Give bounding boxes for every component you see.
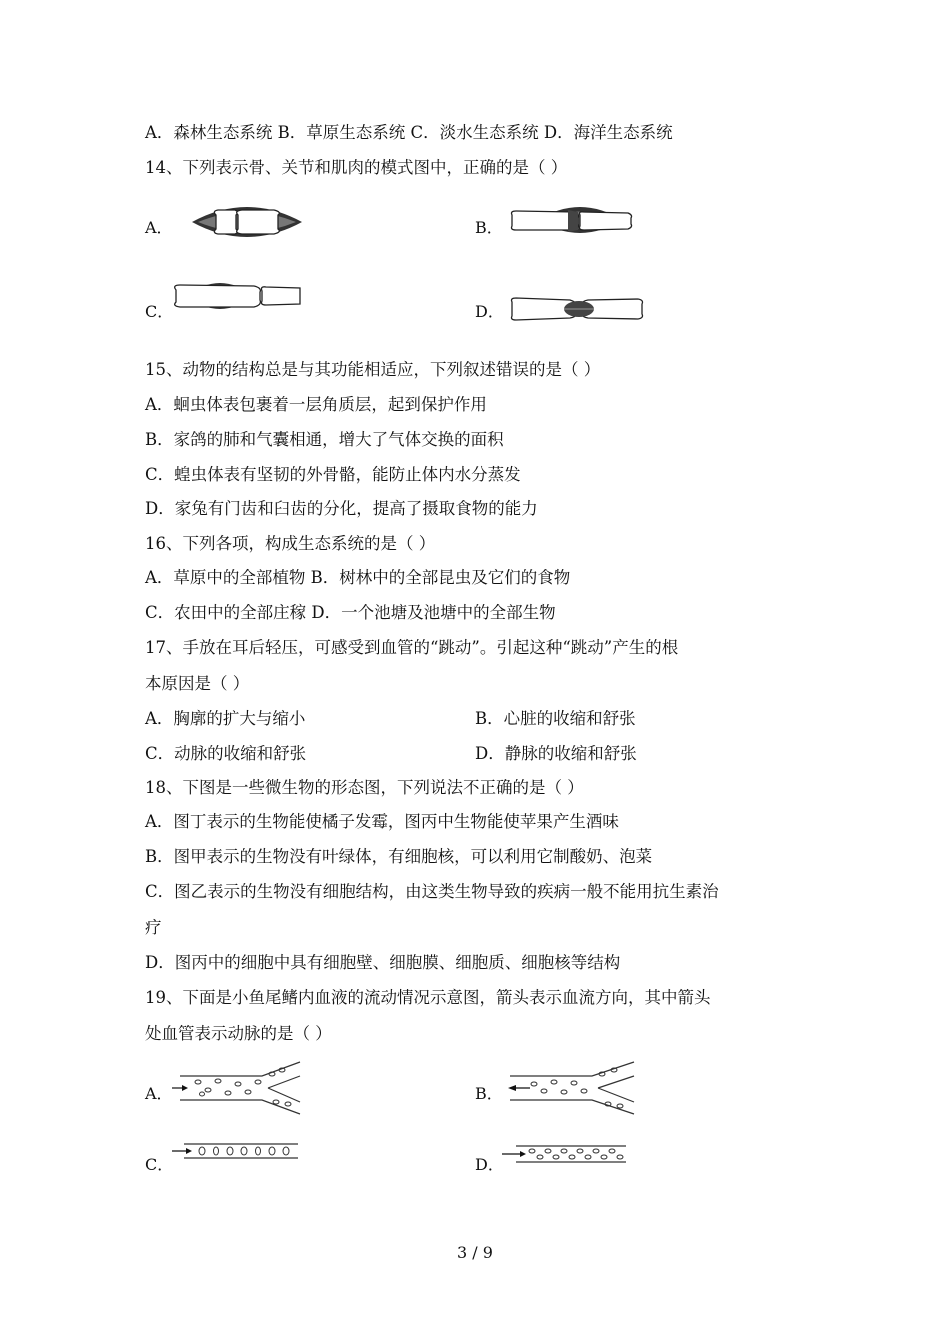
q18-option-c-line1[interactable]: C．图乙表示的生物没有细胞结构，由这类生物导致的疾病一般不能用抗生素治: [145, 882, 719, 901]
q19-option-d-label[interactable]: D．: [475, 1155, 504, 1174]
q14-option-c-label[interactable]: C．: [145, 302, 174, 321]
q14-diagram-b: [510, 200, 635, 240]
q13-options: A．森林生态系统 B．草原生态系统 C．淡水生态系统 D．海洋生态系统: [145, 123, 673, 142]
q16-options-cd[interactable]: C．农田中的全部庄稼 D．一个池塘及池塘中的全部生物: [145, 603, 556, 622]
q14-option-b-label[interactable]: B．: [475, 218, 503, 237]
q15-option-a[interactable]: A．蛔虫体表包裹着一层角质层，起到保护作用: [145, 395, 487, 414]
q15-stem: 15、动物的结构总是与其功能相适应，下列叙述错误的是（ ）: [145, 360, 601, 379]
q19-stem-line1: 19、下面是小鱼尾鳍内血液的流动情况示意图，箭头表示血流方向，其中箭头: [145, 988, 711, 1007]
q19-diagram-a: [172, 1060, 304, 1120]
q17-option-a[interactable]: A．胸廓的扩大与缩小: [145, 709, 306, 728]
q19-stem-line2: 处血管表示动脉的是（ ）: [145, 1024, 332, 1043]
q18-option-b[interactable]: B．图甲表示的生物没有叶绿体，有细胞核，可以利用它制酸奶、泡菜: [145, 847, 653, 866]
q17-stem-line1: 17、手放在耳后轻压，可感受到血管的“跳动”。引起这种“跳动”产生的根: [145, 638, 679, 657]
q18-option-a[interactable]: A．图丁表示的生物能使橘子发霉，图丙中生物能使苹果产生酒味: [145, 812, 619, 831]
q19-option-c-label[interactable]: C．: [145, 1155, 174, 1174]
q17-option-d[interactable]: D．静脉的收缩和舒张: [475, 744, 637, 763]
q14-diagram-d: [510, 294, 645, 324]
q19-option-a-label[interactable]: A．: [145, 1084, 173, 1103]
q16-stem: 16、下列各项，构成生态系统的是（ ）: [145, 534, 436, 553]
q18-stem: 18、下图是一些微生物的形态图，下列说法不正确的是（ ）: [145, 778, 584, 797]
q14-diagram-c: [172, 276, 302, 324]
q19-diagram-b: [502, 1060, 637, 1120]
q14-diagram-a: [190, 200, 305, 240]
q17-option-c[interactable]: C．动脉的收缩和舒张: [145, 744, 307, 763]
q19-option-b-label[interactable]: B．: [475, 1084, 503, 1103]
q15-option-b[interactable]: B．家鸽的肺和气囊相通，增大了气体交换的面积: [145, 430, 504, 449]
q14-stem: 14、下列表示骨、关节和肌肉的模式图中，正确的是（ ）: [145, 158, 568, 177]
q19-diagram-d: [502, 1140, 630, 1170]
q17-option-b[interactable]: B．心脏的收缩和舒张: [475, 709, 636, 728]
q19-diagram-c: [172, 1138, 302, 1168]
q14-option-d-label[interactable]: D．: [475, 302, 504, 321]
q15-option-c[interactable]: C．蝗虫体表有坚韧的外骨骼，能防止体内水分蒸发: [145, 465, 521, 484]
page-number: 3 / 9: [457, 1243, 493, 1262]
q16-options-ab[interactable]: A．草原中的全部植物 B．树林中的全部昆虫及它们的食物: [145, 568, 571, 587]
q15-option-d[interactable]: D．家兔有门齿和臼齿的分化，提高了摄取食物的能力: [145, 499, 538, 518]
q17-stem-line2: 本原因是（ ）: [145, 674, 250, 693]
q14-option-a-label[interactable]: A．: [145, 218, 173, 237]
q18-option-c-line2[interactable]: 疗: [145, 918, 162, 937]
q18-option-d[interactable]: D．图丙中的细胞中具有细胞壁、细胞膜、细胞质、细胞核等结构: [145, 953, 621, 972]
